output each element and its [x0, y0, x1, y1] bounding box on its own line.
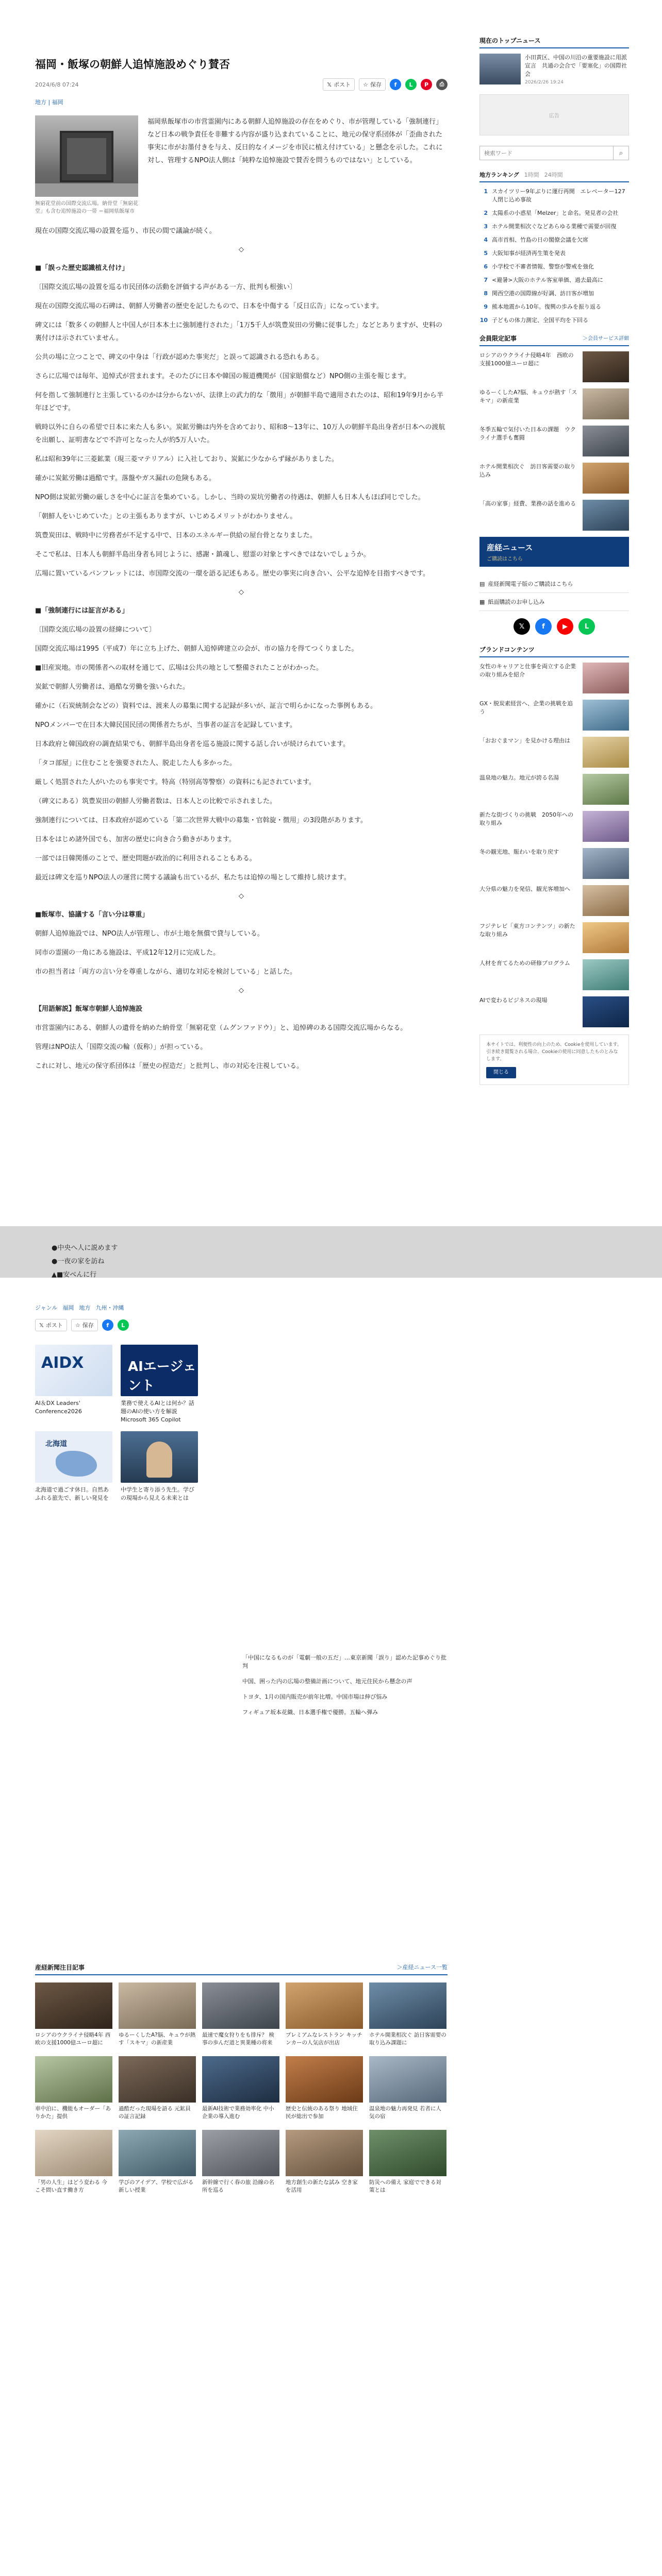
paragraph: 炭鉱で朝鮮人労働者は、過酷な労働を強いられた。	[35, 683, 190, 691]
paragraph: ■旧産炭地。市の関係者への取材を通じて、広場は公共の地として整備されたことがわかった。	[35, 664, 323, 672]
paragraph: 戦時以外に自らの希望で日本に来た人も多い。炭鉱労働は内外を含めており、昭和8〜13年に、10万人の朝鮮半島出身者が日本への渡航を出願し、証明書などで不許可となった人が約5万人いた。	[35, 423, 445, 444]
line-icon[interactable]: L	[405, 79, 417, 90]
newspaper-icon: ▦	[479, 598, 485, 605]
search-input[interactable]	[480, 146, 613, 160]
paragraph: これに対し、地元の保守系団体は「歴史の捏造だ」と批判し、市の対応を注視している。	[35, 1062, 304, 1070]
paragraph: 市営霊園内にある、朝鮮人の遺骨を納めた納骨堂「無窮花堂（ムグンファドウ）」と、追悼碑のある国際交流広場からなる。	[35, 1024, 407, 1032]
meta-row	[35, 78, 448, 91]
related-links	[242, 1654, 449, 1724]
brand-item[interactable]: AIで変わるビジネスの現場	[479, 996, 629, 1027]
paragraph: 〔国際交流広場の設置の経緯について〕	[35, 626, 156, 634]
tag[interactable]: 九州・沖縄	[95, 1304, 124, 1311]
brand-item[interactable]: 大分県の魅力を発信、観光客増加へ	[479, 885, 629, 916]
facebook-icon[interactable]: f	[102, 1319, 113, 1331]
featured-section	[35, 1963, 448, 2194]
side-article[interactable]: ゆるーくしたA?脳、キュウが熱す「スキマ」の新産業	[479, 388, 629, 419]
paragraph: 筑豊炭田は、戦時中に労務者が不足する中で、日本のエネルギー供給の屋台骨となりました。	[35, 532, 317, 539]
side-article[interactable]: ホテル開業相次ぐ 訪日客需要の取り込み	[479, 463, 629, 494]
section-heading: ■飯塚市、協議する「言い分は尊重」	[35, 911, 149, 919]
thumb-card[interactable]: 学びのアイデア、学校で広がる新しい授業	[119, 2130, 196, 2194]
brand-item[interactable]: 人材を育てるための研修プログラム	[479, 959, 629, 990]
thumb-grid	[35, 1982, 448, 2194]
ranking-item[interactable]: 2 太陽系の小惑星「Melzer」と命名。発見者の会社	[484, 210, 619, 216]
memorial-photo[interactable]	[35, 115, 138, 197]
side-article[interactable]: ロシアのウクライナ侵略4年 西欧の支援1000億ユーロ超に	[479, 351, 629, 382]
section-heading: 【用語解説】飯塚市朝鮮人追悼施設	[35, 1005, 143, 1013]
overlay-item[interactable]: ●一夜の家を訪ね	[52, 1258, 105, 1265]
ranking-item[interactable]: 3 ホテル開業相次ぐなどあらゆる業種で需要が回復	[484, 223, 617, 230]
promo-card[interactable]: AIDX AI＆DX Leaders' Conference2026	[35, 1345, 112, 1424]
thumb-card[interactable]: 新幹線で行く春の旅 沿線の名所を巡る	[202, 2130, 279, 2194]
promo-card[interactable]: 北海道 北海道で過ごす休日。自然あふれる旅先で、新しい発見を	[35, 1431, 112, 1502]
subscribe-banner[interactable]: 産経ニュース ご購読はこちら	[479, 537, 629, 567]
share-x-button[interactable]: 𝕏 ポスト	[35, 1319, 67, 1331]
paragraph: 何を指して強制連行と主張しているのかは分からないが、法律上の武力的な「徴用」が朝鮮半島で適用されたのは、昭和19年9月から半年ほどです。	[35, 392, 443, 412]
ranking-item[interactable]: 5 大阪知事が経済再生策を発表	[484, 250, 566, 257]
paragraph: 管理はNPO法人「国際交流の輪（仮称）」が担っている。	[35, 1043, 207, 1051]
separator: ◇	[239, 246, 244, 253]
tag[interactable]: 地方	[79, 1304, 91, 1311]
cookie-close-button[interactable]: 閉じる	[486, 1067, 516, 1078]
paragraph: 強制連行については、日本政府が認めている「第二次世界大戦中の募集・官斡旋・徴用」の3段階があります。	[35, 817, 367, 824]
article-body	[35, 225, 448, 1073]
separator: ◇	[239, 987, 244, 994]
x-icon: 𝕏	[327, 81, 332, 88]
thumb-card[interactable]: 過酷だった現場を語る 元鉱員の証言記録	[119, 2056, 196, 2121]
search-icon[interactable]: ⌕	[613, 146, 628, 160]
search-box	[479, 146, 629, 160]
thumb-card[interactable]: 防災への備え 家庭でできる対策とは	[369, 2130, 446, 2194]
sidebar-header: ブランドコンテンツ	[479, 645, 629, 657]
line-icon[interactable]: L	[578, 618, 595, 635]
paragraph: さらに広場では毎年、追悼式が営まれます。そのたびに日本や韓国の報道機関が（国家賠償など）NPO側の主張を報じます。	[35, 372, 410, 380]
overlay-item[interactable]: ●中央へ人に説めます	[52, 1244, 118, 1252]
ranking-item[interactable]: 10 子どもの体力測定、全国平均を下回る	[479, 317, 588, 324]
paragraph: NPO側は炭鉱労働の厳しさを中心に証言を集めている。しかし、当時の炭坑労働者の待遇は、朝鮮人も日本人もほぼ同じでした。	[35, 494, 425, 501]
thumb-card[interactable]: ゆるーくしたA?脳、キュウが熱す「スキマ」の新産業	[119, 1982, 196, 2047]
cookie-notice: 本サイトでは、利便性の向上のため、Cookieを使用しています。引き続き閲覧される場合、Cookieの使用に同意したものとみなします。 閉じる	[479, 1035, 629, 1085]
paragraph: 日本政府と韓国政府の調査結果でも、朝鮮半島出身者を巡る施設に関する話し合いが続けられています。	[35, 740, 350, 748]
related-link[interactable]: 「中国になるものが「電劇一般の五だ」…東京新聞「誤り」認めた記事めぐり批判	[242, 1654, 446, 1669]
section-heading: ■「誤った歴史認識植え付け」	[35, 264, 129, 272]
ranking-tabs	[479, 171, 629, 182]
related-link[interactable]: フィギュア坂本花織、日本選手権で優勝。五輪へ弾み	[242, 1709, 378, 1716]
thumb-card[interactable]: 車中泊に、機能もオーダー「ありかた」提供	[35, 2056, 112, 2121]
print-icon[interactable]: ⎙	[436, 79, 448, 90]
separator: ◇	[239, 892, 244, 900]
article-lead	[35, 115, 448, 215]
paragraph: 「朝鮮人をいじめていた」との主張もありますが、いじめるメリットがわかりません。	[35, 513, 297, 520]
promo-card[interactable]: AIエージェント 業務で使えるAIとは何か？話題のAIの使い方を解説 Microsoft 365 Copilot	[121, 1345, 198, 1424]
ranking-item[interactable]: 1 スカイツリー9年ぶりに運行再開 エレベーター127人閉じ込め事故	[484, 188, 625, 203]
map-icon	[56, 1451, 97, 1477]
tag[interactable]: 福岡	[62, 1304, 74, 1311]
paper-subscribe-link[interactable]: ▦ 紙面購読のお申し込み	[479, 593, 629, 611]
document-icon: ▤	[479, 580, 485, 587]
ranking-item[interactable]: 6 小学校で不審者情報、警察が警戒を強化	[484, 263, 594, 270]
sidebar-header: 現在のトップニュース	[479, 36, 629, 48]
side-links	[479, 575, 629, 611]
ranking-item[interactable]: 4 高市首相、竹島の日の閣僚会議を欠席	[484, 236, 588, 243]
bookmark-button[interactable]: ☆ 保存	[359, 78, 386, 91]
overlay-item[interactable]: ▲■安べんに行	[52, 1271, 97, 1279]
photo-caption: 無窮花堂前の国際交流広場。納骨堂「無窮花堂」も含む追悼施設の一帯 ＝福岡県飯塚市	[35, 201, 138, 214]
article-title: 福岡・飯塚の朝鮮人追悼施設めぐり賛否	[35, 58, 230, 71]
paragraph: 現在の国際交流広場の設置を巡り、市民の間で議論が続く。	[35, 227, 216, 235]
thumb-card[interactable]: 温泉地の魅力再発見 若者に人気の宿	[369, 2056, 446, 2121]
side-article[interactable]: 冬季五輪で気付いた日本の課題 ウクライナ選手も奮闘	[479, 426, 629, 456]
bookmark-button[interactable]: ☆ 保存	[71, 1319, 98, 1331]
ranking-item[interactable]: 9 熊本地震から10年。復興の歩みを振り返る	[484, 303, 601, 310]
bookmark-icon: ☆	[75, 1321, 80, 1329]
side-article[interactable]: 「高の家事」経費、業務の話を進める	[479, 500, 629, 531]
brand-item[interactable]: 女性のキャリアと仕事を両立する企業の取り組みを紹介	[479, 663, 629, 693]
brand-item[interactable]: 温泉地の魅力。地元が誇る名湯	[479, 774, 629, 805]
paragraph: 確かに（石炭統制会などの）資料では、渡来人の募集に関する記録が多いが、証言で明らかになった事例もある。	[35, 702, 377, 710]
paragraph: 現在の国際交流広場の石碑は、朝鮮人労働者の歴史を記したもので、日本を中傷する「反日広告」になっています。	[35, 302, 383, 310]
brand-item[interactable]: 「おおぐまマン」を見かける理由は	[479, 737, 629, 768]
more-link[interactable]: ＞会員サービス詳細	[583, 336, 629, 342]
paragraph: 確かに炭鉱労働は過酷です。落盤やガス漏れの危険もある。	[35, 474, 216, 482]
brand-item[interactable]: GX・脱炭素経営へ、企業の挑戦を追う	[479, 700, 629, 731]
top-news-item[interactable]: 小田黄区、中国の川沿の重要施設に用派宣言 共通の会合で「要塞化」の国際社会 2026/2/26 19:24	[479, 54, 629, 85]
thumb-card[interactable]: 地方創生の新たな試み 空き家を活用	[286, 2130, 363, 2194]
sidebar	[479, 36, 629, 1085]
thumb-card[interactable]: ロシアのウクライナ侵略4年 西欧の支援1000億ユーロ超に	[35, 1982, 112, 2047]
paragraph: 公共の場に立つことで、碑文の中身は「行政が認めた事実だ」と誤って認識される恐れもある。	[35, 353, 323, 361]
thumb-card[interactable]: 歴史と伝統のある祭り 地域住民が総出で参加	[286, 2056, 363, 2121]
tag-row	[35, 1303, 124, 1312]
related-link[interactable]: トヨタ、1月の国内販売が前年比増。中国市場は伸び悩み	[242, 1693, 388, 1700]
line-icon[interactable]: L	[118, 1319, 129, 1331]
brand-item[interactable]: フジテレビ「東方コンテンツ」の新たな取り組み	[479, 922, 629, 953]
tab-24hour[interactable]: 24時間	[544, 172, 563, 178]
facebook-icon[interactable]: f	[535, 618, 552, 635]
paragraph: 一部では日韓関係のことで、歴史問題が政治的に利用されることもある。	[35, 855, 256, 862]
x-icon: 𝕏	[39, 1321, 44, 1329]
share-bar	[323, 78, 448, 91]
ranking-item[interactable]: 8 関西空港の国際線が好調、訪日客が増加	[484, 290, 594, 297]
paragraph: 同市の霊園の一角にある施設は、平成12年12月に完成した。	[35, 949, 220, 957]
paragraph: 厳しく処罰された人がいたのも事実です。特高（特別高等警察）の資料にも記されています。	[35, 778, 316, 786]
paragraph: 最近は碑文を巡りNPO法人の運営に関する議論も出ているが、私たちは追悼の場として維持し続けます。	[35, 874, 351, 882]
paragraph: 広場に置いているパンフレットには、市国際交流の一環を語る記述もある。歴史の事実に向き合い、公平な追悼を目指すべきです。	[35, 570, 430, 578]
separator: ◇	[239, 588, 244, 596]
brand-item[interactable]: 新たな街づくりの挑戦 2050年への取り組み	[479, 811, 629, 842]
paragraph: 碑文には「数多くの朝鮮人と中国人が日本本土に強制連行された」「1万5千人が筑豊炭田の労働に従事した」などとありますが、史料の裏付けは示されていません。	[35, 321, 443, 342]
more-link[interactable]: ＞産経ニュース一覧	[396, 1964, 448, 1971]
sidebar-header: 会員限定記事 ＞会員サービス詳細	[479, 334, 629, 346]
sns-row	[479, 618, 629, 635]
article-photo	[35, 115, 138, 215]
paragraph: 国際交流広場は1995（平成7）年に立ち上げた、朝鮮人追悼碑建立の会が、市の協力を得てつくりました。	[35, 645, 358, 653]
ranking-list	[479, 188, 629, 325]
thumb-card[interactable]: 最新AI技術で業務効率化 中小企業の導入進む	[202, 2056, 279, 2121]
youtube-icon[interactable]: ▶	[557, 618, 573, 635]
facebook-icon[interactable]: f	[390, 79, 401, 90]
article-date: 2024/6/8 07:24	[35, 81, 79, 88]
brand-item[interactable]: 冬の観光地、賑わいを取り戻す	[479, 848, 629, 879]
share-bar-bottom	[35, 1319, 448, 1331]
related-link[interactable]: 中国、囲った内の広場の整備計画について、地元住民から懸念の声	[242, 1678, 412, 1685]
paragraph: 私は昭和39年に三菱鉱業（現三菱マテリアル）に入社しており、炭鉱に少なからず縁がありました。	[35, 455, 339, 463]
promo-card[interactable]: 中学生と寄り添う先生。学びの現場から見える未来とは	[121, 1431, 198, 1502]
breadcrumb[interactable]: 地方 | 福岡	[35, 99, 63, 106]
paragraph: 朝鮮人追悼施設では、NPO法人が管理し、市が土地を無償で貸与している。	[35, 930, 264, 938]
tab-1hour[interactable]: 1時間	[524, 172, 539, 178]
lead-body	[147, 115, 448, 215]
ad-slot[interactable]: 広告	[479, 94, 629, 135]
subscribe-link[interactable]: ▤ 産経新聞電子版のご購読はこちら	[479, 575, 629, 593]
thumb-card[interactable]: ホテル開業相次ぐ 訪日客需要の取り込み課題に	[369, 1982, 446, 2047]
lead-paragraph: 福岡県飯塚市の市営霊園内にある朝鮮人追悼施設の存在をめぐり、市が管理している「強制連行」など日本の戦争責任を非難する内容が盛り込まれていることに、地元の保守系団体が「歪曲された事実に市がお墨付きを与え、反日的なイメージを市民に植え付けている」と懸念を示した。これに対し、管理するNPO法人側は「純粋な追悼施設で賛否を問うものではない」としている。	[147, 118, 443, 164]
paragraph: （碑文にある）筑豊炭田の朝鮮人労働者数は、日本人との比較で示されました。	[35, 798, 277, 805]
thumb-card[interactable]: 最速で魔女狩りをも排斥？ 検事の歩んだ道と異業種の将来	[202, 1982, 279, 2047]
paragraph: NPOメンバーで在日本大韓民国民団の関係者たちが、当事者の証言を記録しています。	[35, 721, 296, 729]
tag[interactable]: ジャンル	[35, 1304, 58, 1311]
paragraph: 「タコ部屋」に住むことを強要された人、脱走した人も多かった。	[35, 759, 237, 767]
ranking-item[interactable]: 7 <避暑>大阪のホテル客室単価、過去最高に	[484, 277, 603, 283]
promo-grid	[35, 1345, 198, 1502]
section-heading: ■「強制連行には証言がある」	[35, 607, 129, 615]
section-header: 産経新聞注目記事 ＞産経ニュース一覧	[35, 1963, 448, 1975]
main-column	[35, 57, 448, 1079]
x-icon[interactable]: 𝕏	[514, 618, 530, 635]
overlay-list	[52, 1242, 118, 1282]
bookmark-icon: ☆	[363, 81, 368, 88]
share-x-button[interactable]: 𝕏 ポスト	[323, 78, 355, 91]
tab-local-ranking[interactable]: 地方ランキング	[479, 172, 519, 178]
paragraph: 市の担当者は「両方の言い分を尊重しながら、適切な対応を検討している」と話した。	[35, 968, 297, 976]
thumb-card[interactable]: プレミアムなレストラン キッチンカーの人気店が出店	[286, 1982, 363, 2047]
thumb-card[interactable]: 「男の人生」はどう変わる 今こそ問い直す働き方	[35, 2130, 112, 2194]
paragraph: そこで私は、日本人も朝鮮半島出身者も同じように、感謝・鎮魂し、慰霊の対象とすべきではないでしょうか。	[35, 551, 370, 558]
paragraph: 〔国際交流広場の設置を巡る市民団体の活動を評価する声がある一方、批判も根強い〕	[35, 283, 297, 291]
paragraph: 日本をはじめ諸外国でも、加害の歴史に向き合う動きがあります。	[35, 836, 236, 843]
pocket-icon[interactable]: P	[421, 79, 432, 90]
